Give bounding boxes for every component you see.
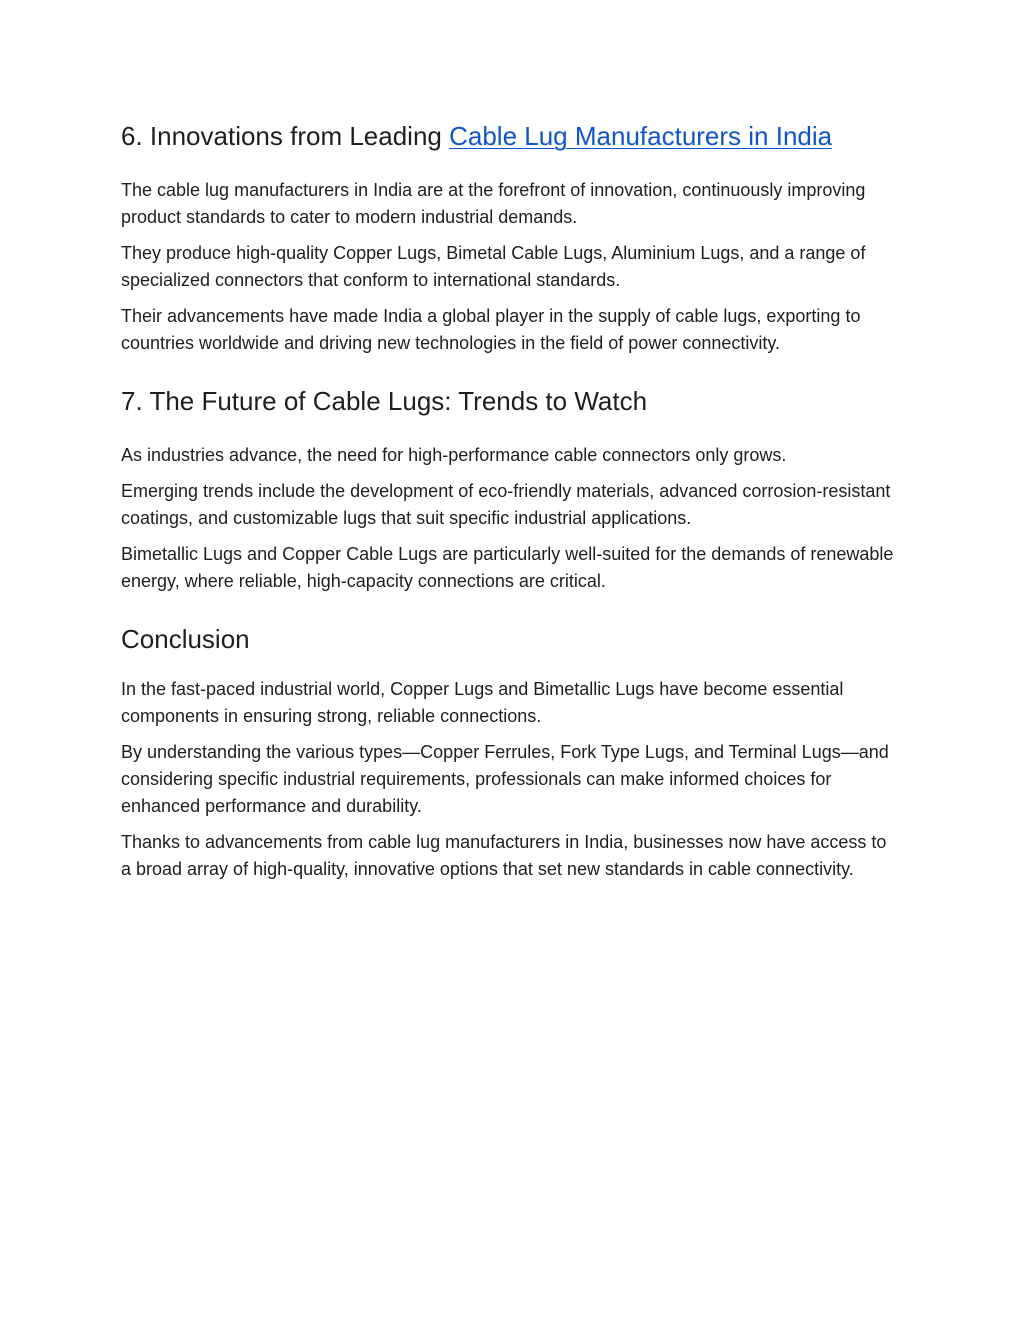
cable-lug-manufacturers-link[interactable]: Cable Lug Manufacturers in India [449, 121, 833, 151]
paragraph: Thanks to advancements from cable lug manufacturers in India, businesses now have access to a broad array of high-quality, innovative options that set new standards in cable connectivity. [121, 832, 887, 879]
section-conclusion [121, 621, 901, 883]
section-heading-future-trends: 7. The Future of Cable Lugs: Trends to Watch [121, 386, 648, 416]
paragraph: Their advancements have made India a global player in the supply of cable lugs, exporting to countries worldwide and driving new technologies in the field of power connectivity. [121, 306, 861, 353]
document-page [121, 118, 901, 892]
heading-text: 6. Innovations from Leading [121, 121, 450, 151]
paragraph: Emerging trends include the development of eco-friendly materials, advanced corrosion-resistant coatings, and customizable lugs that suit specific industrial applications. [121, 481, 891, 528]
paragraph: They produce high-quality Copper Lugs, Bimetal Cable Lugs, Aluminium Lugs, and a range of specialized connectors that conform to international standards. [121, 243, 866, 290]
section-heading-innovations [121, 118, 901, 154]
paragraph: By understanding the various types—Copper Ferrules, Fork Type Lugs, and Terminal Lugs—and considering specific industrial requirements, professionals can make informed choices for enhanced performance and durability. [121, 742, 889, 816]
paragraph: The cable lug manufacturers in India are at the forefront of innovation, continuously improving product standards to cater to modern industrial demands. [121, 180, 866, 227]
paragraph: Bimetallic Lugs and Copper Cable Lugs are particularly well-suited for the demands of renewable energy, where reliable, high-capacity connections are critical. [121, 544, 894, 591]
section-innovations [121, 118, 901, 357]
section-heading-conclusion: Conclusion [121, 624, 250, 654]
section-future-trends [121, 383, 901, 595]
paragraph: In the fast-paced industrial world, Copper Lugs and Bimetallic Lugs have become essential components in ensuring strong, reliable connections. [121, 679, 844, 726]
paragraph: As industries advance, the need for high-performance cable connectors only grows. [121, 445, 787, 465]
